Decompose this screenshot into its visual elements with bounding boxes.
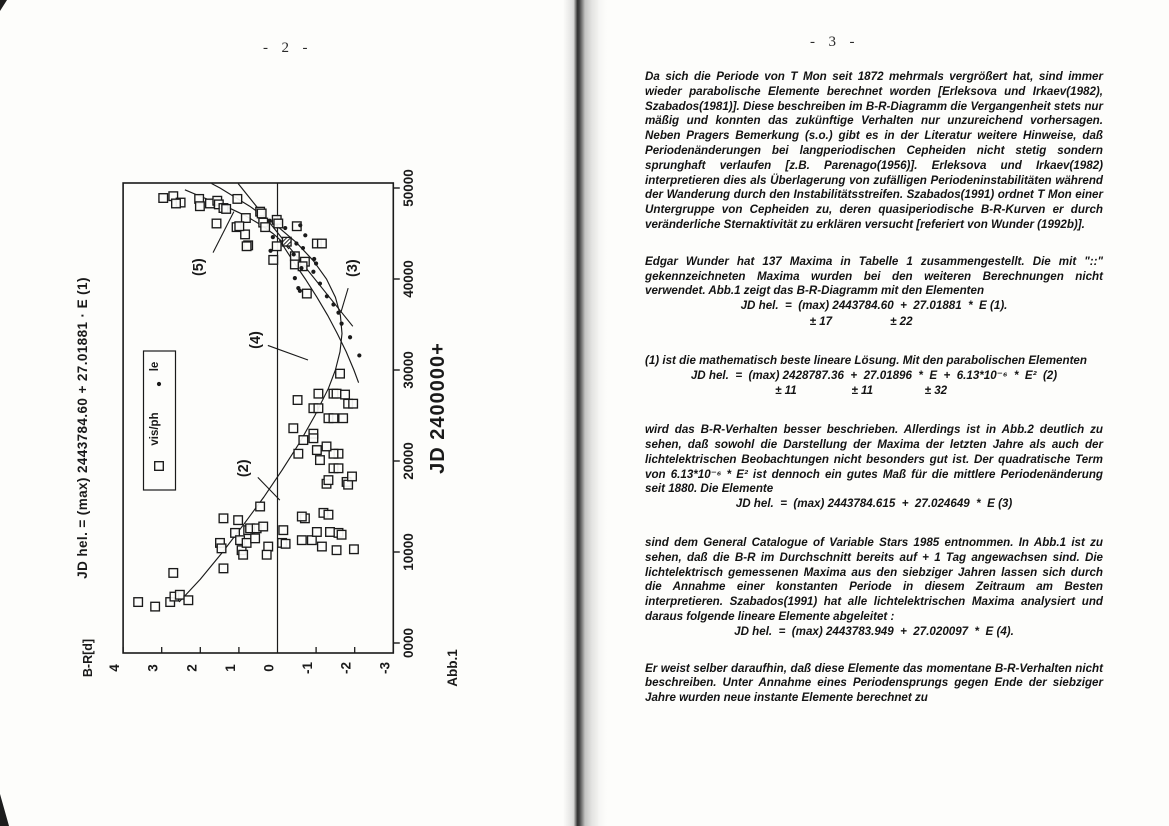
- right-page-number: - 3 -: [810, 34, 857, 50]
- equation-2: JD hel. = (max) 2428787.36 + 27.01896 * E + 6.13*10⁻⁶ * E² (2): [690, 368, 1058, 382]
- vis-ph-point: [314, 389, 323, 398]
- vis-ph-point: [303, 289, 312, 298]
- br-tick-label: -2: [338, 661, 354, 675]
- curve-label: (4): [248, 331, 265, 349]
- jd-tick-label: 0000: [401, 627, 416, 659]
- vis-ph-point: [334, 464, 343, 473]
- curve-label: (2): [236, 459, 253, 478]
- vis-ph-point: [337, 530, 346, 539]
- curve-label: (3): [345, 259, 362, 277]
- le-point: [283, 226, 287, 230]
- paragraph-quadratic-term: wird das B-R-Verhalten besser beschrieben. Allerdings ist in Abb.2 deutlich zu sehen, daß sowohl die Darstellung der Maxima der letzten Jahre als auch der lichtelektrischen Beobachtungen nicht besonders gut ist. Der quadratische Term von 6.13*10⁻⁶ * E² ist dennoch ein gutes Maß für die mittlere Periodenänderung seit 1880. Die Elemente: [645, 423, 1103, 496]
- vis-ph-point: [264, 542, 273, 551]
- br-tick-label: 0: [261, 664, 277, 672]
- le-point: [331, 302, 335, 306]
- legend-dot-marker: [157, 382, 161, 386]
- paragraph-history: Da sich die Periode von T Mon seit 1872 mehrmals vergrößert hat, sind immer wieder parabolische Elemente berechnet worden [Erleksova und Irkaev(1982), Szabados(1981)]. Diese beschreiben im B-R-Diagramm die Vergangenheit stets nur mäßig und konnten das zukünftige Verhalten nur unzureichend vorhersagen. Neben Pragers Bemerkung (s.o.) gibt es in der Literatur weitere Hinweise, daß Periodenänderungen bei langperiodischen Cepheiden nicht stetig sondern sprunghaft verlaufen [z.B. Parenago(1956)]. Erleksova und Irkaev(1982) interpretieren dies als Überlagerung von zufälligen Periodeninstabilitäten während der Wanderung durch den Instabilitätsstreifen. Szabados(1991) ordnet T Mon einer Untergruppe von Cepheiden zu, deren quasiperiodische B-R-Kurven er durch veränderliche Sternaktivität zu erklären versucht [referiert von Wunder (1992b)].: [645, 70, 1103, 231]
- vis-ph-point: [257, 209, 266, 218]
- paragraph-linear-solution: (1) ist die mathematisch beste lineare Lösung. Mit den parabolischen Elementen: [645, 353, 1087, 367]
- vis-ph-point: [259, 522, 268, 531]
- vis-ph-point: [332, 389, 341, 398]
- le-point: [268, 249, 272, 253]
- vis-ph-point: [279, 526, 288, 535]
- vis-ph-point: [172, 199, 181, 208]
- vis-ph-point: [314, 404, 323, 413]
- vis-ph-point: [318, 542, 327, 551]
- vis-ph-point: [261, 223, 270, 232]
- legend-label-le: le: [149, 361, 161, 372]
- vis-ph-point: [344, 480, 353, 489]
- le-point: [312, 257, 316, 261]
- vis-ph-point: [134, 598, 143, 607]
- le-point: [271, 235, 275, 239]
- vis-ph-point: [196, 202, 205, 211]
- le-point: [339, 321, 343, 325]
- vis-ph-point: [219, 564, 228, 573]
- vis-ph-point: [324, 510, 333, 519]
- book-binding-gutter: [563, 0, 607, 826]
- vis-ph-point: [318, 239, 327, 248]
- le-point: [294, 241, 298, 245]
- vis-ph-point: [272, 242, 281, 251]
- le-point: [292, 252, 296, 256]
- vis-ph-point: [339, 414, 348, 423]
- vis-ph-point: [326, 528, 335, 537]
- equation-1: JD hel. = (max) 2443784.60 + 27.01881 * E (1).: [740, 299, 1008, 313]
- legend-label-visph: vis/ph: [149, 412, 161, 446]
- le-point: [348, 335, 352, 339]
- vis-ph-point: [222, 205, 231, 214]
- vis-ph-point: [322, 442, 331, 451]
- vis-ph-point: [299, 436, 308, 445]
- jd-tick-label: 50000: [401, 169, 416, 207]
- jd-tick-label: 10000: [401, 533, 416, 571]
- vis-ph-point: [336, 369, 345, 378]
- vis-ph-point: [293, 396, 302, 405]
- le-point: [298, 223, 302, 227]
- vis-ph-point: [176, 590, 185, 599]
- vis-ph-point: [269, 256, 278, 265]
- vis-ph-point: [349, 399, 358, 408]
- le-point: [303, 233, 307, 237]
- br-tick-label: 2: [184, 664, 200, 672]
- vis-ph-point: [235, 222, 244, 231]
- vis-ph-point: [329, 414, 338, 423]
- vis-ph-point: [184, 596, 193, 605]
- vis-ph-point: [241, 230, 250, 239]
- vis-ph-point: [262, 550, 271, 559]
- vis-ph-point: [212, 219, 221, 228]
- vis-ph-point: [234, 516, 243, 525]
- figure-caption: Abb.1: [445, 649, 460, 687]
- le-point: [314, 261, 318, 265]
- le-point: [293, 276, 297, 280]
- vis-ph-point: [251, 534, 260, 543]
- le-point: [298, 289, 302, 293]
- curve-label-pointer: [258, 477, 280, 500]
- vis-ph-point: [233, 195, 242, 204]
- vis-ph-point: [298, 536, 307, 545]
- ephemeris-axis-title: JD hel. = (max) 2443784.60 + 27.01881 · E (1): [75, 277, 90, 579]
- vis-ph-point: [309, 434, 318, 443]
- vis-ph-point: [242, 214, 251, 223]
- paragraph-gcvs: sind dem General Catalogue of Variable Stars 1985 entnommen. In Abb.1 ist zu sehen, daß die B-R im Durchschnitt bereits auf + 1 Tag angewachsen sind. Die lichtelektrisch gemessenen Maxima aus den siebziger Jahren lassen sich durch die Annahme einer konstanten Periode in diesem Zeitraum am Besten interpretieren. Szabados(1991) hat alle lichtelektrischen Maxima analysiert und daraus folgende lineare Elemente abgeleitet :: [645, 535, 1103, 623]
- curve-label-pointer: [268, 345, 308, 360]
- vis-ph-point: [341, 390, 350, 399]
- vis-ph-point: [332, 546, 341, 555]
- vis-ph-point: [219, 514, 228, 523]
- vis-ph-point: [242, 242, 251, 251]
- curve-label: (5): [191, 258, 208, 277]
- vis-ph-point: [313, 528, 322, 537]
- right-page-text-column: [645, 70, 1103, 706]
- equation-2-errors: ± 11 ± 11 ± 32: [775, 384, 973, 398]
- le-point: [299, 266, 303, 270]
- curve-label-pointer: [341, 288, 348, 313]
- vis-ph-point: [294, 449, 303, 458]
- le-point: [301, 246, 305, 250]
- br-tick-label: 3: [145, 664, 161, 672]
- jd-tick-label: 30000: [401, 351, 416, 389]
- vis-ph-point: [348, 472, 357, 481]
- vis-ph-point: [324, 476, 333, 485]
- vis-ph-point: [289, 424, 298, 433]
- le-point: [268, 219, 272, 223]
- le-point: [325, 294, 329, 298]
- jd-axis-title: JD 2400000+: [427, 342, 449, 474]
- vis-ph-point: [313, 446, 322, 455]
- vis-ph-point: [308, 536, 317, 545]
- br-axis-label: B-R[d]: [81, 638, 95, 678]
- vis-ph-point: [217, 544, 226, 553]
- vis-ph-point: [298, 512, 307, 521]
- le-point: [311, 270, 315, 274]
- equation-1-errors: ± 17 ± 22: [809, 314, 939, 328]
- vis-ph-point: [350, 545, 359, 554]
- le-point: [357, 353, 361, 357]
- le-point: [336, 311, 340, 315]
- jd-tick-label: 20000: [401, 442, 416, 480]
- br-tick-label: 4: [107, 664, 123, 672]
- vis-ph-point: [159, 194, 168, 203]
- paragraph-period-jump: Er weist selber daraufhin, daß diese Elemente das momentane B-R-Verhalten nicht beschreiben. Unter Annahme eines Periodensprungs gegen Ende der siebziger Jahre wurden neue instante Elemente berechnet zu: [645, 661, 1103, 705]
- vis-ph-point: [274, 219, 283, 228]
- equation-3: JD hel. = (max) 2443784.615 + 27.024649 * E (3): [735, 497, 1013, 511]
- vis-ph-point: [242, 539, 251, 548]
- equation-4: JD hel. = (max) 2443783.949 + 27.020097 * E (4).: [734, 624, 1014, 638]
- br-tick-label: -3: [377, 661, 393, 675]
- le-point: [318, 281, 322, 285]
- left-page-number: - 2 -: [263, 40, 310, 56]
- vis-ph-point: [316, 456, 325, 465]
- curve-label-pointer: [213, 212, 234, 253]
- paragraph-maxima-table: Edgar Wunder hat 137 Maxima in Tabelle 1 zusammengestellt. Die mit "::" gekennzeichneten Maxima wurden bei den weiteren Berechnungen nicht verwendet. Abb.1 zeigt das B-R-Diagramm mit den Elementen: [645, 254, 1103, 298]
- vis-ph-point: [256, 502, 265, 511]
- vis-ph-point: [169, 569, 178, 578]
- jd-tick-label: 40000: [401, 260, 416, 298]
- vis-ph-point: [281, 540, 290, 549]
- br-diagram-figure: [0, 0, 580, 826]
- vis-ph-point: [239, 550, 248, 559]
- br-tick-label: 1: [222, 664, 238, 672]
- vis-ph-point: [151, 602, 160, 611]
- br-tick-label: -1: [300, 661, 316, 675]
